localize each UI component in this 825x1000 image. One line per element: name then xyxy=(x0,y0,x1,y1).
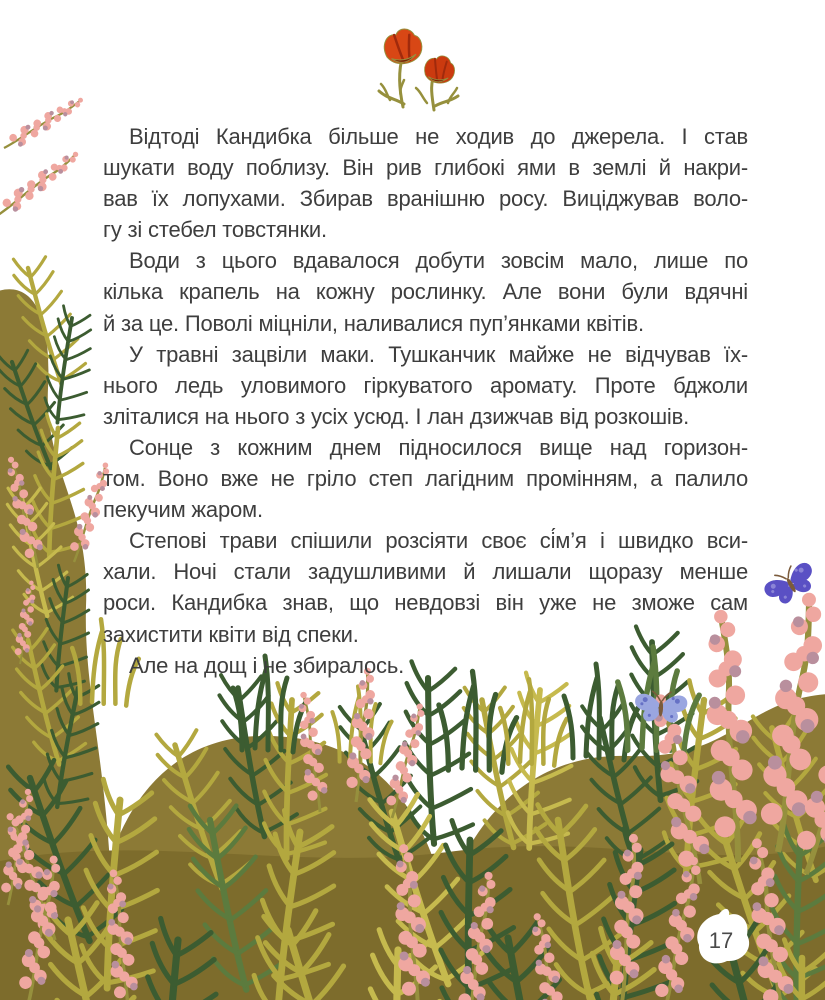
text-line: Степові трави спішили розсіяти своє сі́м’я і швидко вси- xyxy=(129,528,748,554)
text-line: нього ледь уловимого гіркуватого аромату. Проте бджоли xyxy=(103,372,748,398)
text-line: Але на дощ і не збиралось. xyxy=(129,652,405,678)
text-line: вав їх лопухами. Збирав вранішню росу. Виціджував воло- xyxy=(103,186,748,212)
poppy-flower-icon xyxy=(382,27,424,66)
paragraph xyxy=(103,121,748,245)
left-heather-sprigs xyxy=(0,92,87,223)
text-line: шукати воду поблизу. Він рив глибокі ями в землі й накри- xyxy=(103,155,748,181)
paragraph xyxy=(103,245,748,338)
text-line: У травні зацвіли маки. Тушканчик майже не відчував їх- xyxy=(129,341,748,367)
text-line: й за це. Поволі міцніли, наливалися пуп’янками квітів. xyxy=(103,310,644,336)
text-line: Сонце з кожним днем підносилося вище над горизон- xyxy=(129,434,748,460)
text-line: кілька крапель на кожну рослинку. Але вони були вдячні xyxy=(103,279,748,305)
paragraph xyxy=(103,650,748,681)
text-line: Відтоді Кандибка більше не ходив до джерела. І став xyxy=(129,124,748,149)
text-line: Води з цього вдавалося добути зовсім мало, лише по xyxy=(129,248,748,274)
paragraph xyxy=(103,432,748,525)
text-line: зліталися на нього з усіх усюд. І лан дзижчав від розкошів. xyxy=(103,403,690,429)
poppy-ornament xyxy=(379,27,458,110)
paragraph xyxy=(103,339,748,432)
text-line: том. Воно вже не гріло степ лагідним промінням, а палило xyxy=(103,466,748,492)
text-line: гу зі стебел товстянки. xyxy=(103,217,327,243)
page-number: 17 xyxy=(708,928,734,953)
text-line: роси. Кандибка знав, що невдовзі він уже не зможе сам xyxy=(103,590,748,616)
poppy-flower-icon xyxy=(423,54,456,84)
story-text xyxy=(103,121,748,681)
text-line: хали. Ночі стали задушливими й лишали щоразу менше xyxy=(103,559,748,585)
text-line: захистити квіти від спеки. xyxy=(103,621,359,647)
text-line: пекучим жаром. xyxy=(103,497,263,523)
paragraph xyxy=(103,525,748,649)
